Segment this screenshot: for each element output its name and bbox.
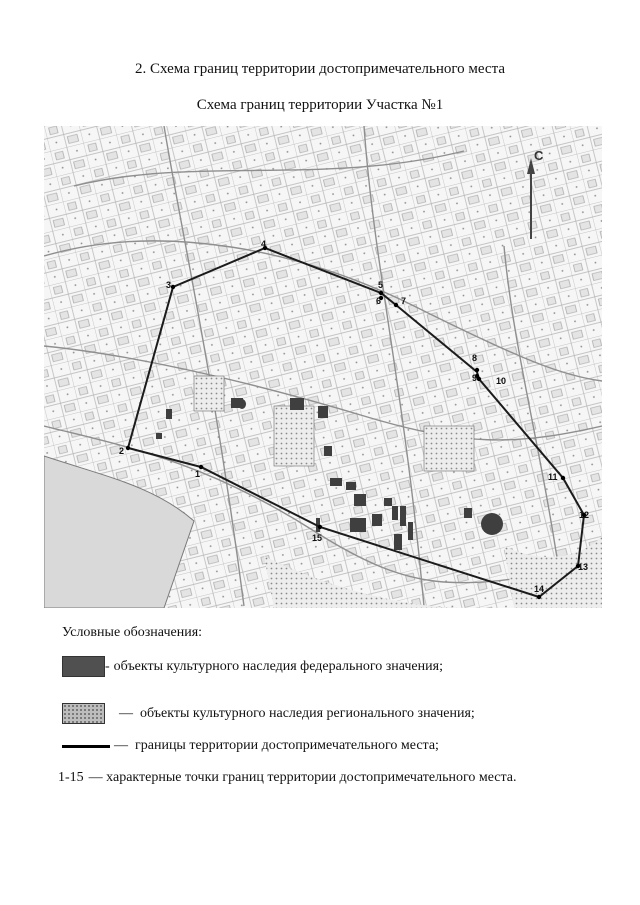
point-label-12: 12 [579,510,590,520]
point-label-2: 2 [119,446,125,456]
point-label-14: 14 [534,584,545,594]
point-label-15: 15 [312,533,323,543]
boundary-map [44,126,602,608]
point-label-8: 8 [472,353,478,363]
point-label-5: 5 [378,280,384,290]
point-label-7: 7 [401,296,407,306]
legend-heading: Условные обозначения: [62,625,203,640]
point-label-1: 1 [195,469,201,479]
legend-dash: — [119,705,133,721]
point-label-9: 9 [472,373,478,383]
point-label-11: 11 [548,472,558,482]
point-label-3: 3 [166,280,172,290]
page-subtitle: Схема границ территории Участка №1 [196,97,444,113]
legend-label: объекты культурного наследия регионального значения; [140,705,475,721]
point-label-6: 6 [376,296,382,306]
point-label-4: 4 [261,239,267,249]
legend-dash: — [114,738,128,753]
legend-item-points [58,770,517,786]
federal-object-swatch [62,656,105,677]
page-title: 2. Схема границ территории достопримечательного места [135,61,505,77]
legend-item-federal [62,656,443,677]
north-label: С [534,148,544,163]
point-label-13: 13 [578,562,589,572]
legend-label: объекты культурного наследия федерального значения; [113,658,443,674]
points-range: 1-15 [58,770,84,785]
legend-dash: - [105,658,110,674]
points-label: — характерные точки границ территории достопримечательного места. [88,770,517,785]
legend-label: границы территории достопримечательного места; [135,738,439,753]
boundary-line-swatch [62,745,110,748]
point-label-10: 10 [496,376,507,386]
legend-item-boundary [62,738,439,754]
legend-item-regional [62,703,475,724]
regional-object-swatch [62,703,105,724]
